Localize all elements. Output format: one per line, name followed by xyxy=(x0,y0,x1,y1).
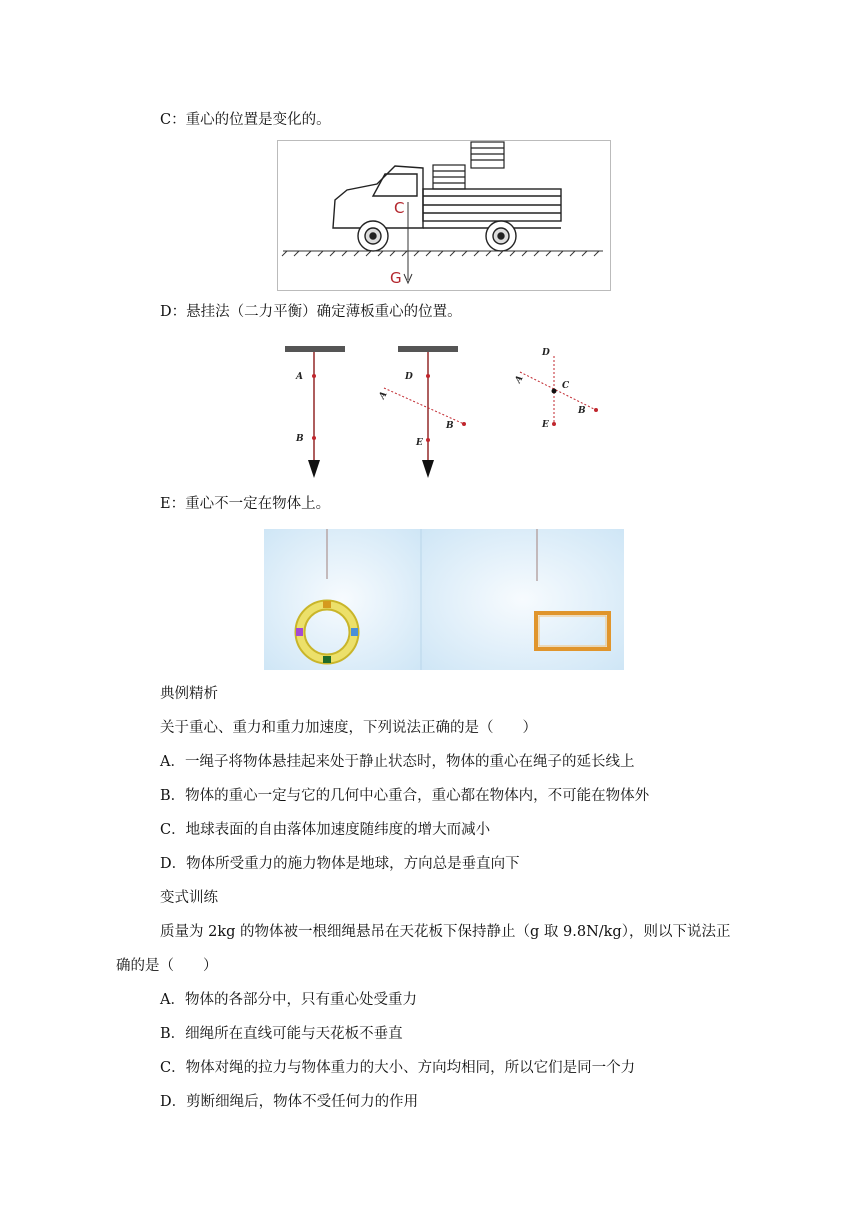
ceiling-1 xyxy=(285,346,345,352)
arrowhead-2 xyxy=(422,460,434,478)
section-d-text: D：悬挂法（二力平衡）确定薄板重心的位置。 xyxy=(160,304,462,320)
truck-figure xyxy=(277,140,611,291)
p2-label-b: B xyxy=(446,421,454,431)
example-option-d: D．物体所受重力的施力物体是地球，方向总是垂直向下 xyxy=(160,856,520,872)
example-option-a: A．一绳子将物体悬挂起来处于静止状态时，物体的重心在绳子的延长线上 xyxy=(160,754,635,770)
variant-heading: 变式训练 xyxy=(160,890,218,906)
variant-option-d: D．剪断细绳后，物体不受任何力的作用 xyxy=(160,1094,419,1110)
p3-label-b: B xyxy=(578,406,586,416)
example-option-b: B．物体的重心一定与它的几何中心重合，重心都在物体内，不可能在物体外 xyxy=(160,788,650,804)
example-heading: 典例精析 xyxy=(160,686,218,702)
section-e-text: E：重心不一定在物体上。 xyxy=(160,496,331,512)
p3-label-d: D xyxy=(542,348,550,358)
p1-label-b: B xyxy=(296,434,304,444)
wheel-front xyxy=(358,221,388,251)
variant-question-line2: 确的是（ ） xyxy=(116,958,218,974)
variant-option-b: B．细绳所在直线可能与天花板不垂直 xyxy=(160,1026,403,1042)
ring-frame-figure xyxy=(264,529,624,670)
section-c-text: C：重心的位置是变化的。 xyxy=(160,112,331,128)
p3-label-e: E xyxy=(542,420,549,430)
p2-label-d: D xyxy=(405,372,413,382)
variant-option-a: A．物体的各部分中，只有重心处受重力 xyxy=(160,992,417,1008)
p2-label-a: A xyxy=(377,389,390,401)
variant-question-line1: 质量为 2kg 的物体被一根细绳悬吊在天花板下保持静止（g 取 9.8N/kg），则以下说法正 xyxy=(160,924,731,940)
ceiling-2 xyxy=(398,346,458,352)
suspension-figure xyxy=(270,338,610,486)
arrowhead-1 xyxy=(308,460,320,478)
wheel-rear xyxy=(486,221,516,251)
gravity-label-g: G xyxy=(390,269,402,287)
p2-label-e: E xyxy=(416,438,423,448)
p1-label-a: A xyxy=(296,372,303,382)
example-question: 关于重心、重力和重力加速度，下列说法正确的是（ ） xyxy=(160,720,537,736)
p3-label-a: A xyxy=(513,373,526,385)
p3-label-c: C xyxy=(562,381,570,391)
variant-option-c: C．物体对绳的拉力与物体重力的大小、方向均相同，所以它们是同一个力 xyxy=(160,1060,636,1076)
center-label-c: C xyxy=(394,199,405,217)
example-option-c: C．地球表面的自由落体加速度随纬度的增大而减小 xyxy=(160,822,491,838)
